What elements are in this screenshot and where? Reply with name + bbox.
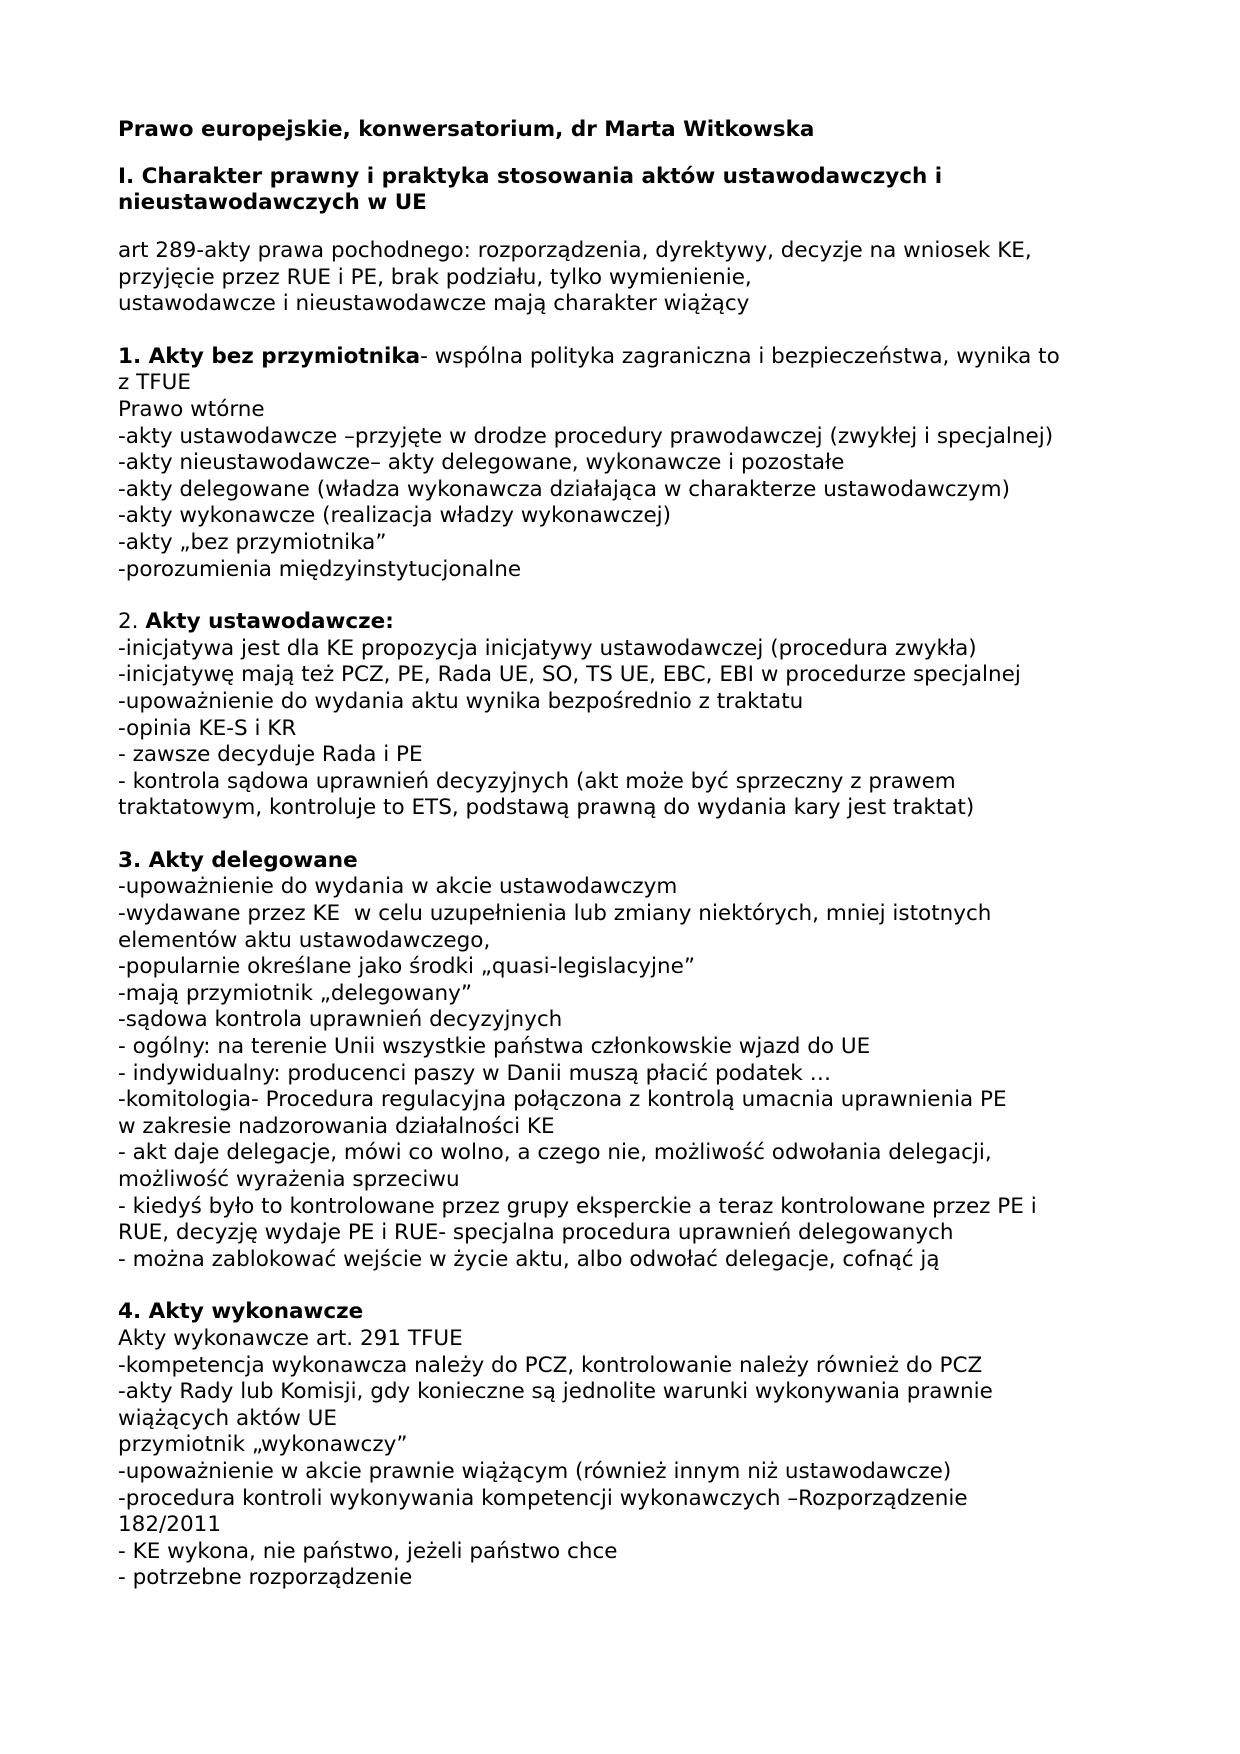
- section-line: -akty wykonawcze (realizacja władzy wykonawczej): [118, 503, 672, 529]
- section-line: - akt daje delegacje, mówi co wolno, a czego nie, możliwość odwołania delegacji,: [118, 1140, 992, 1166]
- section-line: -procedura kontroli wykonywania kompetencji wykonawczych –Rozporządzenie: [118, 1485, 968, 1511]
- section-line: -popularnie określane jako środki „quasi-legislacyjne”: [118, 954, 695, 980]
- section-line: -porozumienia międzyinstytucjonalne: [118, 556, 522, 582]
- section-line: 182/2011: [118, 1512, 221, 1538]
- chapter-heading-line: nieustawodawczych w UE: [118, 190, 427, 215]
- section-akty-ustawodawcze: [118, 609, 1158, 822]
- intro-paragraph: [118, 238, 1158, 318]
- document-body: [118, 114, 1158, 1618]
- section-line: - potrzebne rozporządzenie: [118, 1565, 413, 1591]
- section-line: -upoważnienie do wydania w akcie ustawodawczym: [118, 874, 678, 900]
- section-line: Akty wykonawcze art. 291 TFUE: [118, 1325, 463, 1351]
- intro-line: art 289-akty prawa pochodnego: rozporządzenia, dyrektywy, decyzje na wniosek KE,: [118, 238, 1032, 263]
- section-line: - indywidualny: producenci paszy w Danii muszą płacić podatek …: [118, 1060, 832, 1086]
- section-line: -inicjatywę mają też PCZ, PE, Rada UE, SO, TS UE, EBC, EBI w procedurze specjalnej: [118, 662, 1021, 688]
- section-line: - kontrola sądowa uprawnień decyzyjnych (akt może być sprzeczny z prawem: [118, 768, 956, 794]
- section-heading-line: [118, 609, 1158, 636]
- section-line: wiążących aktów UE: [118, 1405, 337, 1431]
- section-line: -upoważnienie do wydania aktu wynika bezpośrednio z traktatu: [118, 688, 804, 714]
- section-line: - zawsze decyduje Rada i PE: [118, 742, 423, 768]
- section-line: -akty ustawodawcze –przyjęte w drodze procedury prawodawczej (zwykłej i specjalnej): [118, 423, 1054, 449]
- section-heading-rest: - wspólna polityka zagraniczna i bezpieczeństwa, wynika to: [420, 343, 1060, 369]
- section-heading-line: [118, 344, 1158, 371]
- section-line: -opinia KE-S i KR: [118, 715, 297, 741]
- section-heading-prefix: 2.: [118, 609, 146, 635]
- section-line: możliwość wyrażenia sprzeciwu: [118, 1167, 460, 1192]
- document-title: Prawo europejskie, konwersatorium, dr Marta Witkowska: [118, 117, 815, 142]
- chapter-heading-line: I. Charakter prawny i praktyka stosowania aktów ustawodawczych i: [118, 164, 943, 189]
- section-line: - można zablokować wejście w życie aktu, albo odwołać delegacje, cofnąć ją: [118, 1246, 940, 1272]
- section-akty-bez-przymiotnika: [118, 344, 1158, 583]
- section-line: -akty nieustawodawcze– akty delegowane, wykonawcze i pozostałe: [118, 450, 845, 476]
- section-line: -akty Rady lub Komisji, gdy konieczne są jednolite warunki wykonywania prawnie: [118, 1379, 993, 1405]
- section-heading: 4. Akty wykonawcze: [118, 1299, 364, 1325]
- section-line: -wydawane przez KE w celu uzupełnienia lub zmiany niektórych, mniej istotnych: [118, 901, 992, 927]
- section-line: Prawo wtórne: [118, 396, 265, 422]
- section-line: - KE wykona, nie państwo, jeżeli państwo chce: [118, 1538, 618, 1564]
- section-line: RUE, decyzję wydaje PE i RUE- specjalna procedura uprawnień delegowanych: [118, 1220, 954, 1246]
- section-line: -upoważnienie w akcie prawnie wiążącym (również innym niż ustawodawcze): [118, 1458, 952, 1484]
- section-line: przymiotnik „wykonawczy”: [118, 1432, 408, 1458]
- section-line: - ogólny: na terenie Unii wszystkie państwa członkowskie wjazd do UE: [118, 1034, 871, 1060]
- section-line: -akty delegowane (władza wykonawcza działająca w charakterze ustawodawczym): [118, 476, 1010, 502]
- section-line: -kompetencja wykonawcza należy do PCZ, kontrolowanie należy również do PCZ: [118, 1352, 983, 1378]
- section-line: -mają przymiotnik „delegowany”: [118, 980, 473, 1006]
- section-line: traktatowym, kontroluje to ETS, podstawą prawną do wydania kary jest traktat): [118, 795, 975, 821]
- section-heading: 1. Akty bez przymiotnika: [118, 343, 421, 369]
- section-akty-delegowane: [118, 848, 1158, 1274]
- chapter-heading: [118, 164, 1158, 216]
- section-line: z TFUE: [118, 370, 191, 396]
- section-heading: 3. Akty delegowane: [118, 847, 358, 873]
- section-line: -inicjatywa jest dla KE propozycja inicjatywy ustawodawczej (procedura zwykła): [118, 635, 977, 661]
- section-line: elementów aktu ustawodawczego,: [118, 927, 491, 953]
- section-line: - kiedyś było to kontrolowane przez grupy eksperckie a teraz kontrolowane przez PE i: [118, 1193, 1037, 1219]
- section-akty-wykonawcze: [118, 1299, 1158, 1592]
- section-line: -komitologia- Procedura regulacyjna połączona z kontrolą umacnia uprawnienia PE: [118, 1087, 1007, 1113]
- section-heading: Akty ustawodawcze:: [145, 609, 394, 635]
- section-line: -akty „bez przymiotnika”: [118, 529, 387, 555]
- section-line: w zakresie nadzorowania działalności KE: [118, 1113, 555, 1139]
- intro-line: przyjęcie przez RUE i PE, brak podziału, tylko wymienienie,: [118, 264, 752, 290]
- section-line: -sądowa kontrola uprawnień decyzyjnych: [118, 1007, 563, 1033]
- intro-line: ustawodawcze i nieustawodawcze mają charakter wiążący: [118, 291, 750, 317]
